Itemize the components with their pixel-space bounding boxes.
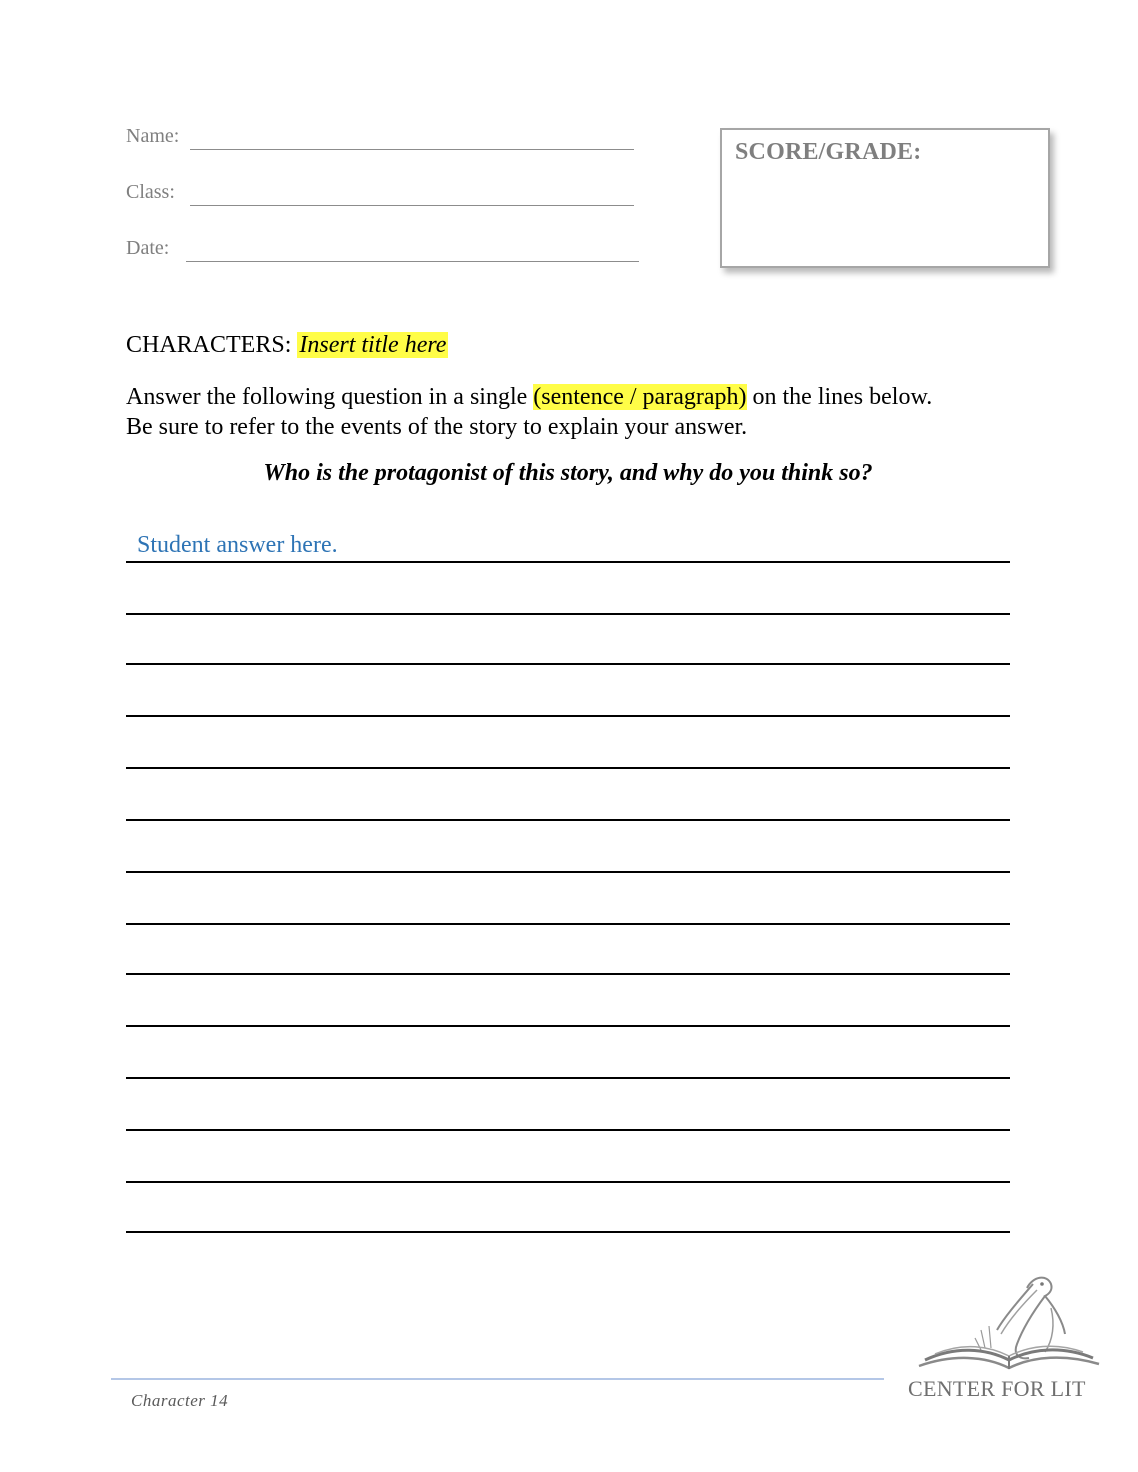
name-label: Name: bbox=[126, 125, 180, 147]
answer-line[interactable] bbox=[126, 1181, 1010, 1183]
answer-line[interactable] bbox=[126, 1025, 1010, 1027]
pelican-book-icon bbox=[905, 1268, 1105, 1378]
question-text: Who is the protagonist of this story, and why do you think so? bbox=[263, 460, 873, 486]
footer-page-label: Character 14 bbox=[131, 1391, 229, 1410]
instructions-part2: on the lines below. Be sure to refer to the events of the story to explain your answer. bbox=[126, 384, 933, 440]
student-answer[interactable]: Student answer here. bbox=[137, 532, 338, 558]
answer-line[interactable] bbox=[126, 1231, 1010, 1233]
footer-divider bbox=[111, 1378, 884, 1380]
title-placeholder[interactable]: Insert title here bbox=[299, 332, 447, 358]
answer-line[interactable] bbox=[126, 871, 1010, 873]
instructions bbox=[126, 382, 956, 442]
center-for-lit-logo bbox=[905, 1268, 1105, 1404]
answer-line[interactable] bbox=[126, 663, 1010, 665]
score-grade-box[interactable] bbox=[720, 128, 1050, 268]
length-choice-highlight[interactable]: (sentence / paragraph) bbox=[533, 384, 747, 410]
class-field[interactable] bbox=[190, 205, 634, 206]
name-field[interactable] bbox=[190, 149, 634, 150]
instructions-part1: Answer the following question in a single bbox=[126, 384, 528, 410]
answer-line[interactable] bbox=[126, 973, 1010, 975]
heading-prefix: CHARACTERS: bbox=[126, 332, 292, 358]
score-grade-label: SCORE/GRADE: bbox=[735, 139, 922, 165]
answer-line[interactable] bbox=[126, 613, 1010, 615]
answer-line[interactable] bbox=[126, 923, 1010, 925]
answer-line[interactable] bbox=[126, 1129, 1010, 1131]
answer-line[interactable] bbox=[126, 1077, 1010, 1079]
date-label: Date: bbox=[126, 237, 170, 259]
class-label: Class: bbox=[126, 181, 175, 203]
logo-text: CENTER FOR LIT bbox=[908, 1376, 1086, 1401]
answer-line[interactable] bbox=[126, 819, 1010, 821]
date-field[interactable] bbox=[186, 261, 639, 262]
answer-line[interactable] bbox=[126, 715, 1010, 717]
answer-line[interactable] bbox=[126, 561, 1010, 563]
page-heading bbox=[126, 332, 448, 359]
answer-line[interactable] bbox=[126, 767, 1010, 769]
